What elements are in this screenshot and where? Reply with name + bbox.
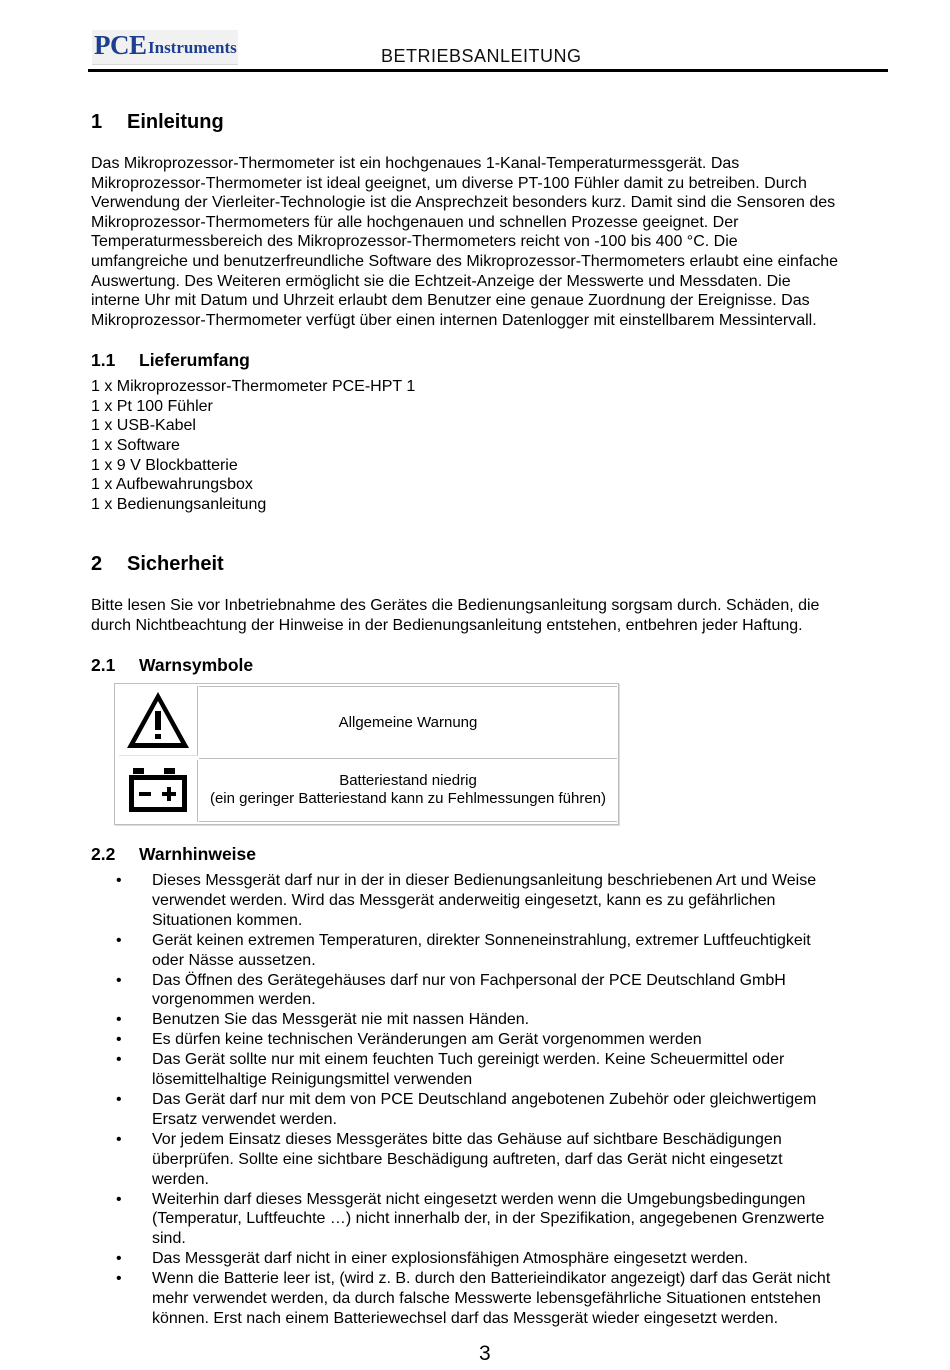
paragraph-line: Bitte lesen Sie vor Inbetriebnahme des Gerätes die Bedienungsanleitung sorgsam durch. Schäden, die xyxy=(91,597,820,614)
bullet-item xyxy=(116,1130,896,1190)
list-item: 1 x Software xyxy=(91,437,180,455)
paragraph-line: Temperaturmessbereich des Mikroprozessor-Thermometers reicht von -100 bis 400 °C. Die xyxy=(91,233,738,251)
page-number: 3 xyxy=(479,1342,491,1365)
bullet-line: Das Messgerät darf nicht in einer explosionsfähigen Atmosphäre eingesetzt werden. xyxy=(152,1250,748,1268)
warning-text-cell xyxy=(199,760,617,822)
bullet-icon: • xyxy=(116,1190,122,1208)
bullet-icon: • xyxy=(116,1090,122,1108)
section-title: Warnhinweise xyxy=(139,844,257,864)
bullet-item xyxy=(116,1190,896,1250)
bullet-icon: • xyxy=(116,931,122,949)
warning-symbols-table xyxy=(114,683,619,825)
bullet-line: Situationen kommen. xyxy=(152,911,303,929)
bullet-line: Dieses Messgerät darf nur in der in dieser Bedienungsanleitung beschriebenen Art und Weise xyxy=(152,872,817,889)
bullet-icon: • xyxy=(116,1250,122,1268)
section-2-heading xyxy=(91,553,224,576)
bullet-line: Das Gerät darf nur mit dem von PCE Deutschland angebotenen Zubehör oder gleichwertigem xyxy=(152,1090,817,1108)
bullet-icon: • xyxy=(116,1031,122,1049)
paragraph-line: Mikroprozessor-Thermometers für alle hochgenauen und schnellen Prozesse geeignet. Der xyxy=(91,213,739,231)
list-item: 1 x Bedienungsanleitung xyxy=(91,496,267,514)
section-1-paragraph xyxy=(91,154,891,330)
bullet-item xyxy=(116,1090,896,1130)
bullet-item xyxy=(116,971,896,1011)
bullet-line: vorgenommen werden. xyxy=(152,991,316,1009)
bullet-line: können. Erst nach einem Batteriewechsel darf das Messgerät wieder eingesetzt werden. xyxy=(152,1309,779,1327)
battery-icon xyxy=(119,760,198,822)
bullet-line: Das Öffnen des Gerätegehäuses darf nur von Fachpersonal der PCE Deutschland GmbH xyxy=(152,971,786,989)
bullet-line: Das Gerät sollte nur mit einem feuchten Tuch gereinigt werden. Keine Scheuermittel oder xyxy=(152,1051,785,1069)
section-1-1-heading xyxy=(91,350,250,371)
paragraph-line: umfangreiche und benutzerfreundliche Software des Mikroprozessor-Thermometers erlaubt eine einfache xyxy=(91,252,839,270)
bullet-item xyxy=(116,1269,896,1329)
bullet-line: Ersatz verwendet werden. xyxy=(152,1110,337,1128)
bullet-item xyxy=(116,931,896,971)
warning-text: Batteriestand niedrig xyxy=(339,772,477,789)
bullet-line: Vor jedem Einsatz dieses Messgerätes bitte das Gehäuse auf sichtbare Beschädigungen xyxy=(152,1130,782,1148)
section-number: 2.1 xyxy=(91,655,116,675)
paragraph-line: Mikroprozessor-Thermometer ist ideal geeignet, um diverse PT-100 Fühler damit zu betreiben. Durch xyxy=(91,174,807,192)
bullet-line: Benutzen Sie das Messgerät nie mit nassen Händen. xyxy=(152,1011,530,1029)
section-2-1-heading xyxy=(91,655,253,676)
section-title: Lieferumfang xyxy=(139,350,250,370)
bullet-item xyxy=(116,1010,896,1030)
section-number: 2.2 xyxy=(91,844,116,864)
section-title: Sicherheit xyxy=(127,553,224,575)
bullet-line: verwendet werden. Wird das Messgerät anderweitig eingesetzt, kann es zu gefährlichen xyxy=(152,891,776,909)
list-item: 1 x Aufbewahrungsbox xyxy=(91,476,253,494)
paragraph-line: durch Nichtbeachtung der Hinweise in der Bedienungsanleitung entstehen, entbehren jeder Haftung. xyxy=(91,616,803,634)
list-item: 1 x Pt 100 Fühler xyxy=(91,397,213,415)
bullet-icon: • xyxy=(116,971,122,989)
warning-text: Allgemeine Warnung xyxy=(338,714,478,731)
section-number: 2 xyxy=(91,553,103,575)
list-item: 1 x Mikroprozessor-Thermometer PCE-HPT 1 xyxy=(91,378,416,395)
section-2-paragraph xyxy=(91,596,891,635)
pce-logo xyxy=(92,30,238,65)
section-1-heading xyxy=(91,111,224,134)
warning-triangle-icon xyxy=(119,686,198,756)
warning-row-general xyxy=(115,684,618,756)
bullet-line: werden. xyxy=(152,1170,209,1188)
section-title: Warnsymbole xyxy=(139,655,254,675)
bullet-item xyxy=(116,1050,896,1090)
bullet-icon: • xyxy=(116,1011,122,1029)
header-divider xyxy=(88,69,888,72)
bullet-line: überprüfen. Sollte eine sichtbare Beschädigung auftreten, darf das Gerät nicht eingesetzt xyxy=(152,1150,783,1168)
delivery-contents-list xyxy=(91,377,415,515)
warning-row-battery xyxy=(115,758,618,822)
logo-brand: PCE xyxy=(94,30,147,60)
logo-suffix: Instruments xyxy=(148,38,237,57)
bullet-icon: • xyxy=(116,1130,122,1148)
header-title: BETRIEBSANLEITUNG xyxy=(381,46,582,66)
bullet-item xyxy=(116,871,896,931)
warning-text-cell xyxy=(199,686,617,759)
bullet-item xyxy=(116,1030,896,1050)
bullet-icon: • xyxy=(116,1270,122,1288)
bullet-line: (Temperatur, Luftfeuchte …) nicht innerhalb der, in der Spezifikation, angegebenen Grenzwerte xyxy=(152,1210,825,1228)
bullet-line: Weiterhin darf dieses Messgerät nicht eingesetzt werden wenn die Umgebungsbedingungen xyxy=(152,1190,806,1208)
paragraph-line: Das Mikroprozessor-Thermometer ist ein hochgenaues 1-Kanal-Temperaturmessgerät. Das xyxy=(91,155,740,172)
list-item: 1 x 9 V Blockbatterie xyxy=(91,456,238,474)
paragraph-line: Auswertung. Des Weiteren ermöglicht sie die Echtzeit-Anzeige der Messwerte und Messdaten. Die xyxy=(91,272,791,290)
bullet-icon: • xyxy=(116,872,122,889)
bullet-line: oder Nässe aussetzen. xyxy=(152,951,316,969)
section-title: Einleitung xyxy=(127,111,224,133)
section-number: 1 xyxy=(91,111,103,133)
bullet-line: lösemittelhaltige Reinigungsmittel verwenden xyxy=(152,1071,473,1089)
bullet-line: Wenn die Batterie leer ist, (wird z. B. durch den Batterieindikator angezeigt) darf das Gerät nicht xyxy=(152,1270,831,1288)
list-item: 1 x USB-Kabel xyxy=(91,417,196,435)
bullet-icon: • xyxy=(116,1051,122,1069)
warning-text: (ein geringer Batteriestand kann zu Fehlmessungen führen) xyxy=(209,790,607,807)
bullet-line: sind. xyxy=(152,1230,186,1248)
bullet-line: mehr verwendet werden, da durch falsche Messwerte lebensgefährliche Situationen entstehen xyxy=(152,1290,821,1308)
warning-notes-list xyxy=(116,871,896,1329)
section-2-2-heading xyxy=(91,844,256,865)
bullet-line: Gerät keinen extremen Temperaturen, direkter Sonneneinstrahlung, extremer Luftfeuchtigkeit xyxy=(152,931,811,949)
paragraph-line: Verwendung der Vierleiter-Technologie ist die Ansprechzeit besonders kurz. Damit sind die Sensoren des xyxy=(91,194,836,212)
paragraph-line: interne Uhr mit Datum und Uhrzeit erlaubt dem Benutzer eine genaue Zuordnung der Ereignisse. Das xyxy=(91,292,810,310)
section-number: 1.1 xyxy=(91,350,116,370)
bullet-item xyxy=(116,1249,896,1269)
bullet-line: Es dürfen keine technischen Veränderungen am Gerät vorgenommen werden xyxy=(152,1031,702,1049)
paragraph-line: Mikroprozessor-Thermometer verfügt über einen internen Datenlogger mit einstellbarem Messintervall. xyxy=(91,311,817,329)
